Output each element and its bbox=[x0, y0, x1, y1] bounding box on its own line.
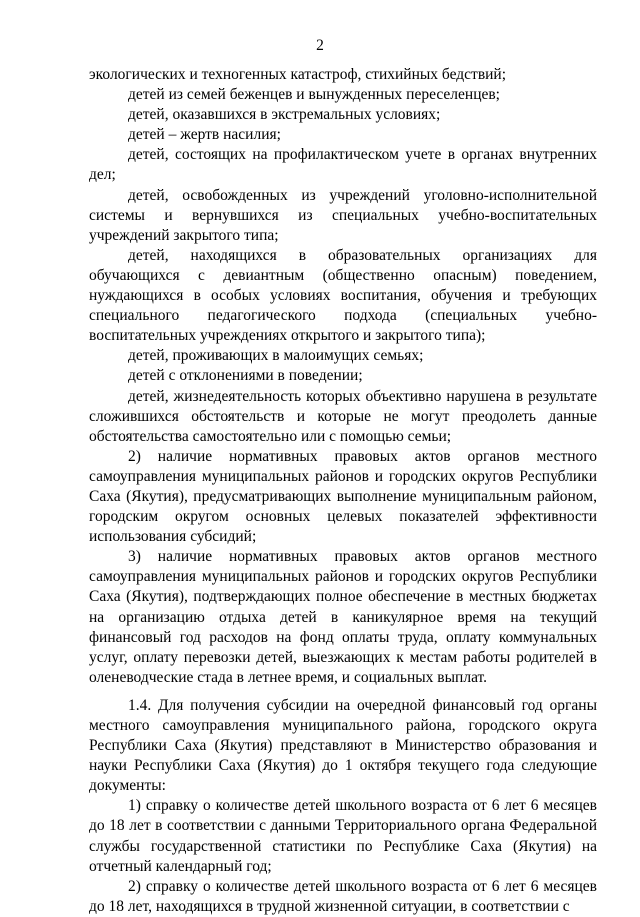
document-body bbox=[89, 65, 597, 917]
paragraph-low-income: детей, проживающих в малоимущих семьях; bbox=[128, 347, 424, 365]
paragraph-police-registered: детей, состоящих на профилактическом учете в органах внутренних дел; bbox=[89, 146, 597, 184]
page-number: 2 bbox=[316, 37, 324, 54]
paragraph-document-2: 2) справку о количестве детей школьного возраста от 6 лет 6 месяцев до 18 лет, находящихся в трудной жизненной ситуации, в соответствии с bbox=[89, 877, 597, 915]
paragraph-violence-victims: детей – жертв насилия; bbox=[128, 126, 281, 144]
paragraph-refugees: детей из семей беженцев и вынужденных переселенцев; bbox=[128, 86, 500, 104]
paragraph-item-3-regulations: 3) наличие нормативных правовых актов органов местного самоуправления муниципальных районов и городских округов Республики Саха (Якутия), подтверждающих полное обеспечение в местных бюджетах на организацию отдыха детей в каникулярное время на текущий финансовый год расходов на фонд оплаты труда, оплату коммунальных услуг, оплату перевозки детей, выезжающих к местам работы родителей в оленеводческие стада в летнее время, и социальных выплат. bbox=[89, 548, 597, 686]
paragraph-disrupted-life: детей, жизнедеятельность которых объективно нарушена в результате сложившихся обстоятельств и которые не могут преодолеть данные обстоятельства самостоятельно или с помощью семьи; bbox=[89, 387, 597, 445]
paragraph-extreme-conditions: детей, оказавшихся в экстремальных условиях; bbox=[128, 106, 441, 124]
paragraph-item-2-regulations: 2) наличие нормативных правовых актов органов местного самоуправления муниципальных районов и городских округов Республики Саха (Якутия), предусматривающих выполнение муниципальным районом, городским округом основных целевых показателей эффективности использования субсидий; bbox=[89, 447, 597, 546]
paragraph-document-1: 1) справку о количестве детей школьного возраста от 6 лет 6 месяцев до 18 лет в соответствии с данными Территориального органа Федеральной службы государственной статистики по Республике Саха (Якутия) на отчетный календарный год; bbox=[89, 797, 597, 875]
paragraph-deviant-behavior-orgs: детей, находящихся в образовательных организациях для обучающихся с девиантным (общественно опасным) поведением, нуждающихся в особых условиях воспитания, обучения и требующих специального педагогического подхода (специальных учебно-воспитательных учреждениях открытого и закрытого типа); bbox=[89, 246, 597, 345]
paragraph-disaster-continuation: экологических и техногенных катастроф, стихийных бедствий; bbox=[89, 66, 507, 83]
paragraph-released-institutions: детей, освобожденных из учреждений уголовно-исполнительной системы и вернувшихся из специальных учебно-воспитательных учреждений закрытого типа; bbox=[89, 186, 597, 244]
paragraph-behavior-deviations: детей с отклонениями в поведении; bbox=[128, 367, 363, 385]
paragraph-section-1-4: 1.4. Для получения субсидии на очередной финансовый год органы местного самоуправления муниципального района, городского округа Республики Саха (Якутия) представляют в Министерство образования и науки Республики Саха (Якутия) до 1 октября текущего года следующие документы: bbox=[89, 696, 597, 795]
